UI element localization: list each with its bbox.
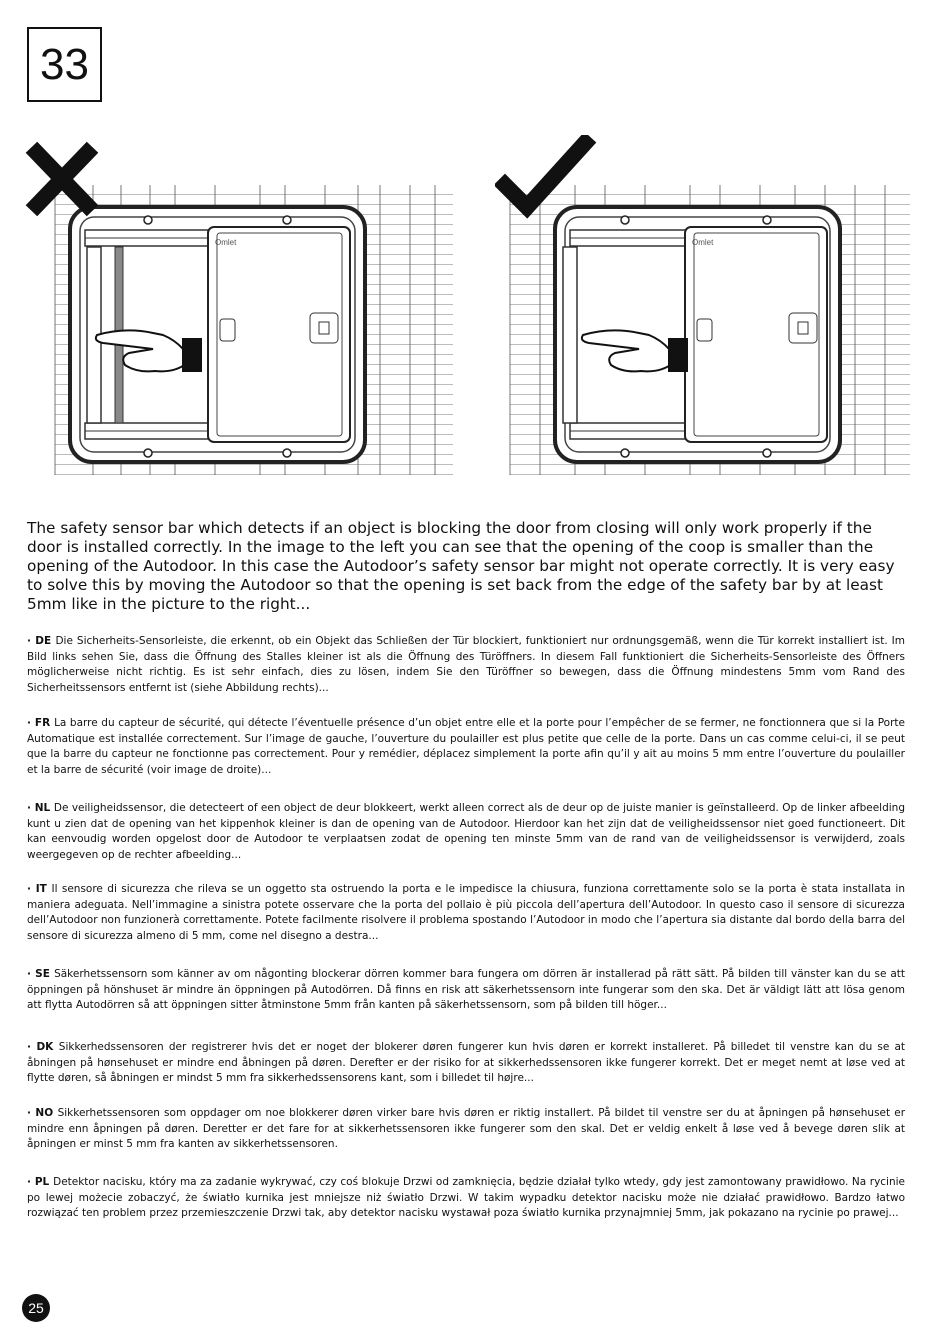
translation-dk: [27, 1040, 905, 1087]
translation-it: [27, 882, 905, 944]
translation-text: Detektor nacisku, który ma za zadanie wykrywać, czy coś blokuje Drzwi od zamknięcia, będzie działał tylko wtedy, gdy jest zamontowany prawidłowo. Na rycinie po lewej możecie zobaczyć, że światło kurnika jest mniejsze niż światło Drzwi. W takim wypadku detektor nacisku może nie działać prawidłowo. Bardzo łatwo rozwiązać ten problem przez przemieszczenie Drzwi tak, aby detektor nacisku wystawał poza światło kurnika przynajmniej 5mm, jak pokazano na rycinie po prawej...: [27, 1176, 906, 1219]
omlet-logo-text: Omlet: [215, 238, 237, 247]
translation-nl: [27, 801, 905, 863]
language-code: · PL: [27, 1176, 54, 1188]
translation-text: Il sensore di sicurezza che rileva se un oggetto sta ostruendo la porta e le impedisce la chiusura, funziona correttamente solo se la porta è stata installata in maniera adeguata. Nell’immagine a sinistra potete osservare che la porta del pollaio è più piccola dell’apertura dell’Autodoor. In questo caso il sensore di sicurezza dell’Autodoor non funzionerà correttamente. Potete facilmente risolvere il problema spostando l’Autodoor in modo che l’apertura sia distante dal bordo della barra del sensore di sicurezza almeno di 5 mm, come nel disegno a destra...: [27, 883, 905, 942]
language-code: · SE: [27, 968, 55, 980]
safety-sensor-bar: [563, 247, 577, 423]
correct-installation-figure: [495, 135, 915, 480]
language-code: · DE: [27, 635, 56, 647]
omlet-logo-text: Omlet: [692, 238, 714, 247]
intro-paragraph: The safety sensor bar which detects if an object is blocking the door from closing will only work properly if the door is installed correctly. In the image to the left you can see that the opening of the coop is smaller than the opening of the Autodoor. In this case the Autodoor’s safety sensor bar might not operate correctly. It is very easy to solve this by moving the Autodoor so that the opening is set back from the edge of the safety bar by at least 5mm like in the picture to the right...: [27, 519, 895, 613]
language-code: · DK: [27, 1041, 59, 1053]
translation-pl: [27, 1175, 905, 1222]
incorrect-installation-figure: [25, 135, 455, 480]
translation-text: Die Sicherheits-Sensorleiste, die erkennt, ob ein Objekt das Schließen der Tür blockiert, funktioniert nur ordnungsgemäß, wenn die Tür korrekt installiert ist. Im Bild links sehen Sie, dass die Öffnung des Stalles kleiner ist als die Öffnung des Türöffners. In diesem Fall funktioniert die Sicherheits-Sensorleiste des Öffners möglicherweise nicht richtig. Es ist sehr einfach, dies zu lösen, indem Sie den Türöffner so bewegen, dass die Öffnung mindestens 5mm vom Rand des Sicherheitssensors entfernt ist (siehe Abbildung rechts)...: [27, 635, 905, 694]
page-number: 25: [28, 1300, 44, 1316]
translation-text: Sikkerhetssensoren som oppdager om noe blokkerer døren virker bare hvis døren er riktig installert. På bildet til venstre ser du at åpningen på hønsehuset er mindre enn åpningen på døren. Deretter er det fare for at sikkerhetssensoren ikke fungerer som den skal. Det er veldig enkelt å løse ved å bevege døren slik at åpningen er minst 5 mm fra kanten av sikkerhetssensoren.: [27, 1107, 906, 1150]
step-number-box: [27, 27, 102, 102]
language-code: · IT: [27, 883, 52, 895]
language-code: · FR: [27, 717, 55, 729]
translation-de: [27, 634, 905, 696]
translation-text: De veiligheidssensor, die detecteert of een object de deur blokkeert, werkt alleen correct als de deur op de juiste manier is geïnstalleerd. Op de linker afbeelding kunt u zien dat de opening van het kippenhok kleiner is dan de opening van de Autodoor. Hierdoor kan het zijn dat de veiligheidssensor niet goed functioneert. Dit kan eenvoudig worden opgelost door de Autodoor te verplaatsen zodat de opening ten minste 5mm van de rand van de veiligheidssensor is verwijderd, zoals weergegeven op de rechter afbeelding...: [27, 802, 905, 861]
page-number-badge: [22, 1294, 50, 1322]
translation-fr: [27, 716, 905, 778]
translation-se: [27, 967, 905, 1014]
translation-text: Säkerhetssensorn som känner av om någonting blockerar dörren kommer bara fungera om dörren är installerad på rätt sätt. På bilden till vänster kan du se att öppningen på hönshuset är mindre än öppningen på Autodörren. Då finns en risk att säkerhetssensorn inte fungerar som den ska. Det är väldigt lätt att lösa genom att flytta Autodörren så att öppningen sitter åtminstone 5mm från kanten på säkerhetssensorn, som på bilden till höger...: [27, 968, 905, 1011]
language-code: · NL: [27, 802, 54, 814]
language-code: · NO: [27, 1107, 58, 1119]
translation-text: Sikkerhedssensoren der registrerer hvis det er noget der blokerer døren fungerer kun hvis døren er korrekt installeret. På billedet til venstre kan du se at åbningen på hønsehuset er mindre end åbningen på døren. Derefter er der risiko for at sikkerhedssensoren ikke fungerer korrekt. Det er meget nemt at løse ved at flytte døren, så åbningen er mindst 5 mm fra sikkerhedssensorens kant, som i billedet til højre...: [27, 1041, 905, 1084]
translation-no: [27, 1106, 905, 1153]
step-number: 33: [40, 39, 89, 89]
translation-text: La barre du capteur de sécurité, qui détecte l’éventuelle présence d’un objet entre elle et la porte pour l’empêcher de se fermer, ne fonctionnera que si la Porte Automatique est installée correctement. Sur l’image de gauche, l’ouverture du poulailler est plus petite que celle de la porte. Dans un cas comme celui-ci, il se peut que la barre du capteur ne fonctionne pas correctement. Pour y remédier, déplacez simplement la porte afin qu’il y ait au moins 5 mm entre l’ouverture du poulailler et la barre de sécurité (voir image de droite)...: [27, 717, 905, 776]
